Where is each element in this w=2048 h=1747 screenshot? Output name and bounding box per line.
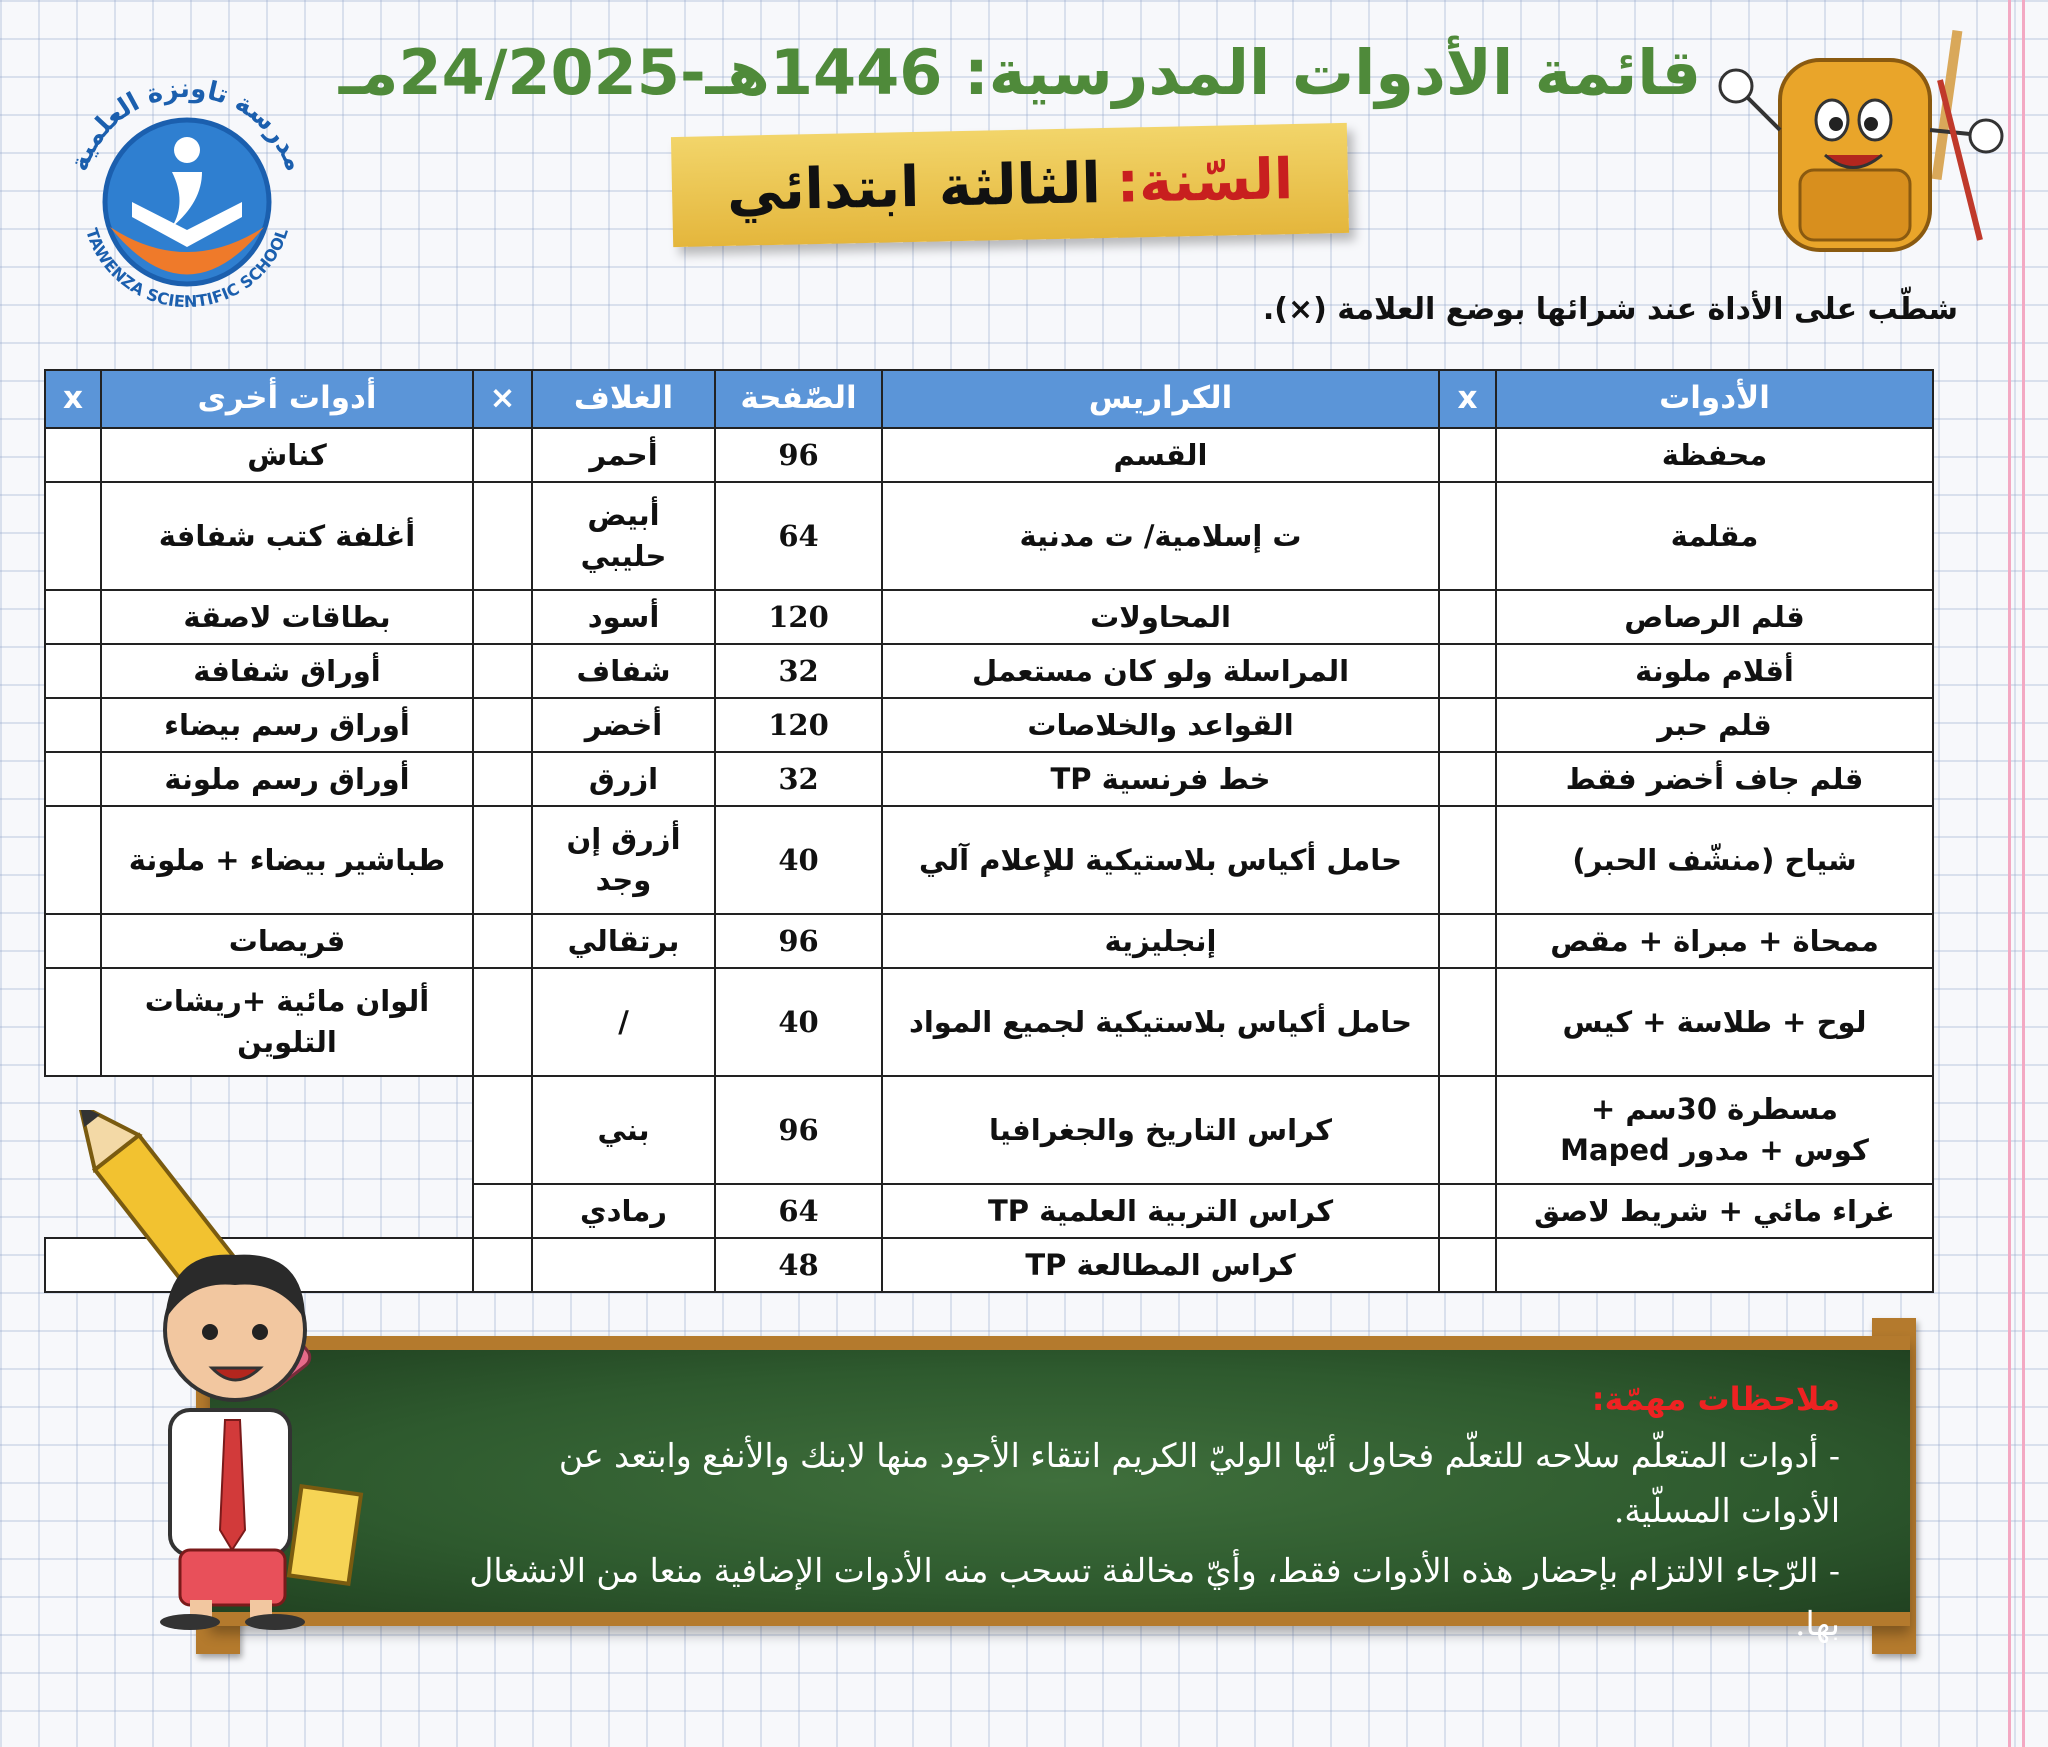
notebook-cell: المراسلة ولو كان مستعمل — [882, 644, 1439, 698]
cover-cell: / — [532, 968, 715, 1076]
notebook-check-box[interactable] — [473, 590, 532, 644]
table-row — [45, 590, 1933, 644]
tool-cell: غراء مائي + شريط لاصق — [1496, 1184, 1933, 1238]
header-other: أدوات أخرى — [101, 370, 473, 428]
header-tools: الأدوات — [1496, 370, 1933, 428]
table-row — [45, 644, 1933, 698]
cover-cell: شفاف — [532, 644, 715, 698]
notebook-check-box[interactable] — [473, 914, 532, 968]
year-label: السّنة: — [1115, 146, 1294, 216]
year-value: الثالثة ابتدائي — [726, 150, 1102, 224]
tool-check-box[interactable] — [1439, 752, 1496, 806]
pages-cell: 96 — [715, 428, 882, 482]
other-cell: ألوان مائية +ريشات التلوين — [101, 968, 473, 1076]
pages-cell: 32 — [715, 644, 882, 698]
note-line-1: - أدوات المتعلّم سلاحه للتعلّم فحاول أيّها الوليّ الكريم انتقاء الأجود منها لابنك والأنفع وابتعد عن — [558, 1436, 1840, 1475]
cover-cell: أسود — [532, 590, 715, 644]
tool-cell: مسطرة 30سم + كوس + مدور Maped — [1496, 1076, 1933, 1184]
notebook-cell: إنجليزية — [882, 914, 1439, 968]
other-cell: أوراق شفافة — [101, 644, 473, 698]
notebook-cell: حامل أكياس بلاستيكية لجميع المواد — [882, 968, 1439, 1076]
tool-check-box[interactable] — [1439, 1238, 1496, 1292]
tool-check-box[interactable] — [1439, 428, 1496, 482]
notebook-cell: القواعد والخلاصات — [882, 698, 1439, 752]
school-logo — [52, 52, 322, 322]
notebook-check-box[interactable] — [473, 968, 532, 1076]
other-check-box[interactable] — [45, 914, 101, 968]
tool-cell — [1496, 1238, 1933, 1292]
tool-check-box[interactable] — [1439, 1184, 1496, 1238]
other-check-box[interactable] — [45, 590, 101, 644]
notebook-cell: ت إسلامية/ ت مدنية — [882, 482, 1439, 590]
notebook-cell: كراس التربية العلمية TP — [882, 1184, 1439, 1238]
pages-cell: 40 — [715, 806, 882, 914]
tool-cell: قلم جاف أخضر فقط — [1496, 752, 1933, 806]
notebook-check-box[interactable] — [473, 1184, 532, 1238]
header-pages: الصّفحة — [715, 370, 882, 428]
table-row — [45, 428, 1933, 482]
page-margin-line — [2022, 0, 2025, 1747]
notebook-cell: خط فرنسية TP — [882, 752, 1439, 806]
boy-with-pencil-illustration — [40, 1110, 440, 1630]
tool-cell: مقلمة — [1496, 482, 1933, 590]
notebook-cell: حامل أكياس بلاستيكية للإعلام آلي — [882, 806, 1439, 914]
header-notebooks: الكراريس — [882, 370, 1439, 428]
tool-cell: قلم حبر — [1496, 698, 1933, 752]
cover-cell: ازرق — [532, 752, 715, 806]
notebook-check-box[interactable] — [473, 698, 532, 752]
notebook-cell: كراس المطالعة TP — [882, 1238, 1439, 1292]
pages-cell: 120 — [715, 698, 882, 752]
pages-cell: 96 — [715, 1076, 882, 1184]
pages-cell: 40 — [715, 968, 882, 1076]
note-line-3: - الرّجاء الالتزام بإحضار هذه الأدوات فقط، وأيّ مخالفة تسحب منه الأدوات الإضافية منعا من الانشغال بها. — [469, 1551, 1840, 1643]
pages-cell: 48 — [715, 1238, 882, 1292]
table-row — [45, 482, 1933, 590]
notebook-cell: القسم — [882, 428, 1439, 482]
tool-check-box[interactable] — [1439, 806, 1496, 914]
notebook-check-box[interactable] — [473, 752, 532, 806]
pages-cell: 120 — [715, 590, 882, 644]
table-row — [45, 914, 1933, 968]
notebook-cell: كراس التاريخ والجغرافيا — [882, 1076, 1439, 1184]
tool-check-box[interactable] — [1439, 644, 1496, 698]
pages-cell: 96 — [715, 914, 882, 968]
notebook-check-box[interactable] — [473, 428, 532, 482]
cover-cell: أزرق إن وجد — [532, 806, 715, 914]
pages-cell: 32 — [715, 752, 882, 806]
tool-check-box[interactable] — [1439, 698, 1496, 752]
other-cell: أوراق رسم بيضاء — [101, 698, 473, 752]
notebook-check-box[interactable] — [473, 482, 532, 590]
logo-english-text: TAWENZA SCIENTIFIC SCHOOL — [82, 225, 292, 312]
tool-check-box[interactable] — [1439, 590, 1496, 644]
note-line-2: الأدوات المسلّية. — [1613, 1491, 1840, 1530]
tool-cell: قلم الرصاص — [1496, 590, 1933, 644]
notes-title: ملاحظات مهمّة: — [1591, 1380, 1840, 1418]
tool-cell: شياح (منشّف الحبر) — [1496, 806, 1933, 914]
tool-check-box[interactable] — [1439, 968, 1496, 1076]
notebook-check-box[interactable] — [473, 806, 532, 914]
tool-cell: أقلام ملونة — [1496, 644, 1933, 698]
pages-cell: 64 — [715, 1184, 882, 1238]
notebook-check-box[interactable] — [473, 1076, 532, 1184]
table-row — [45, 968, 1933, 1076]
cover-cell: برتقالي — [532, 914, 715, 968]
pages-cell: 64 — [715, 482, 882, 590]
table-header-row — [45, 370, 1933, 428]
logo-arabic-text: مدرسة تاونزة العلمية — [64, 73, 310, 176]
cover-cell: بني — [532, 1076, 715, 1184]
backpack-mascot-illustration — [1710, 20, 2010, 270]
tool-cell: ممحاة + مبراة + مقص — [1496, 914, 1933, 968]
cover-cell: أخضر — [532, 698, 715, 752]
instruction-text: شطّب على الأداة عند شرائها بوضع العلامة (×). — [1262, 292, 1958, 327]
other-check-box[interactable] — [45, 698, 101, 752]
other-cell: قريصات — [101, 914, 473, 968]
other-cell: أوراق رسم ملونة — [101, 752, 473, 806]
cover-cell: أحمر — [532, 428, 715, 482]
table-row — [45, 698, 1933, 752]
other-check-box[interactable] — [45, 482, 101, 590]
other-cell: بطاقات لاصقة — [101, 590, 473, 644]
header-cover: الغلاف — [532, 370, 715, 428]
header-check-notebooks: × — [473, 370, 532, 428]
other-cell: طباشير بيضاء + ملونة — [101, 806, 473, 914]
header-check-other: x — [45, 370, 101, 428]
tool-cell: محفظة — [1496, 428, 1933, 482]
notebook-check-box[interactable] — [473, 1238, 532, 1292]
school-year-banner — [671, 123, 1349, 247]
notebook-cell: المحاولات — [882, 590, 1439, 644]
tool-check-box[interactable] — [1439, 914, 1496, 968]
tool-check-box[interactable] — [1439, 1076, 1496, 1184]
other-check-box[interactable] — [45, 968, 101, 1076]
table-row — [45, 806, 1933, 914]
cover-cell: رمادي — [532, 1184, 715, 1238]
notebook-check-box[interactable] — [473, 644, 532, 698]
cover-cell: أبيض حليبي — [532, 482, 715, 590]
other-check-box[interactable] — [45, 806, 101, 914]
header-check-tools: x — [1439, 370, 1496, 428]
tool-cell: لوح + طلاسة + كيس — [1496, 968, 1933, 1076]
other-check-box[interactable] — [45, 752, 101, 806]
tool-check-box[interactable] — [1439, 482, 1496, 590]
table-row — [45, 752, 1933, 806]
other-cell: أغلفة كتب شفافة — [101, 482, 473, 590]
other-check-box[interactable] — [45, 428, 101, 482]
cover-cell — [532, 1238, 715, 1292]
page-title: قائمة الأدوات المدرسية: 1446هـ-24/2025مـ — [338, 36, 1702, 109]
other-cell: كناش — [101, 428, 473, 482]
other-check-box[interactable] — [45, 644, 101, 698]
notes-chalkboard — [210, 1336, 1910, 1643]
